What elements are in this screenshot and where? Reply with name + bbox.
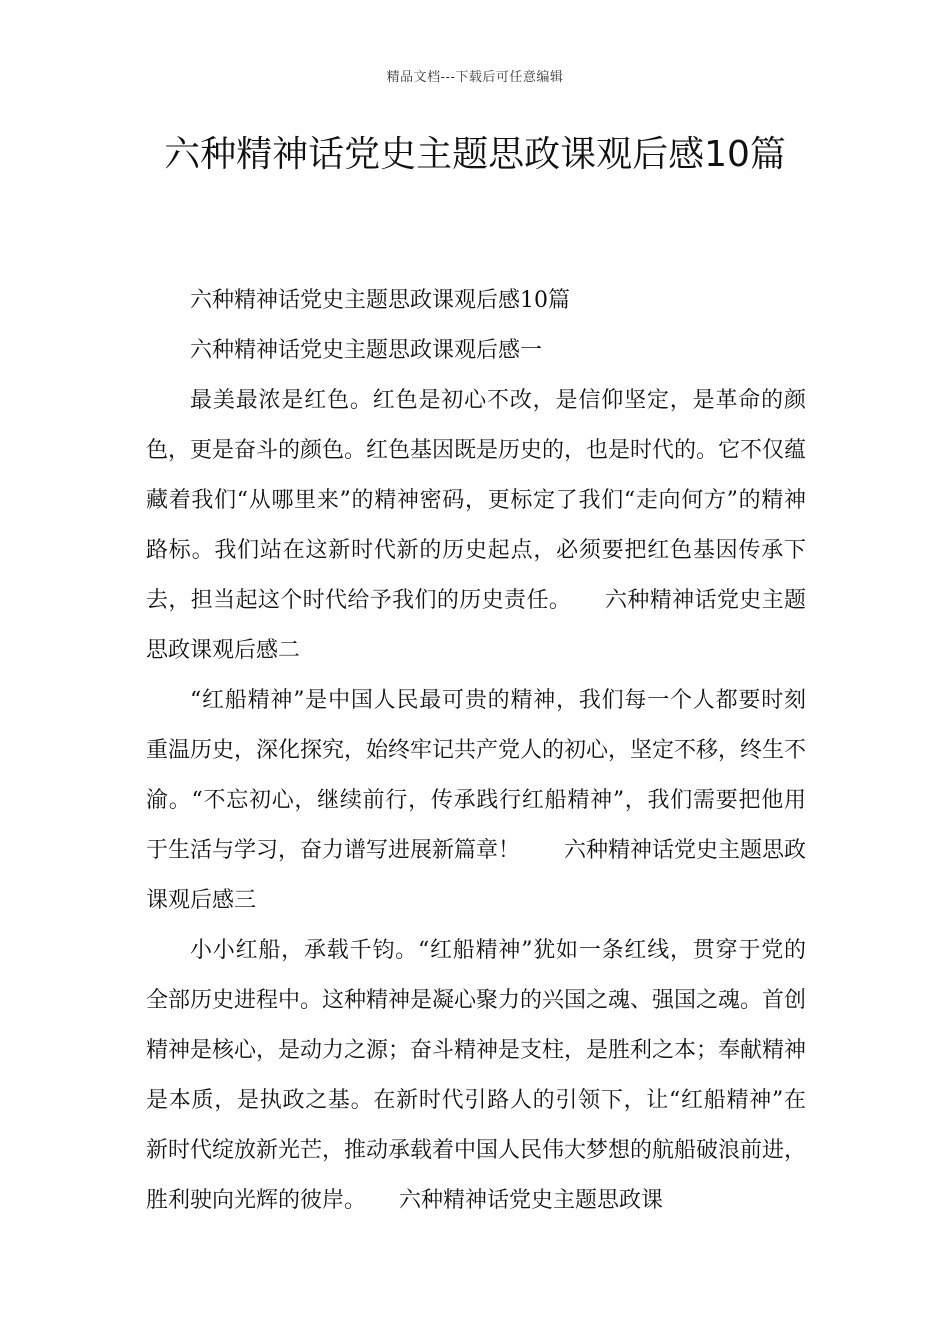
document-body: [146, 276, 806, 1226]
paragraph-section-heading: 六种精神话党史主题思政课观后感一: [190, 338, 543, 363]
paragraph-body: 最美最浓是红色。红色是初心不改，是信仰坚定，是革命的颜色，更是奋斗的颜色。红色基因既是历史的，也是时代的。它不仅蕴藏着我们“从哪里来”的精神密码，更标定了我们“走向何方”的精神路标。我们站在这新时代新的历史起点，必须要把红色基因传承下去，担当起这个时代给予我们的历史责任。 六种精神话党史主题思政课观后感二: [146, 388, 807, 663]
page-header-note: 精品文档---下载后可任意编辑: [386, 70, 564, 85]
paragraph-subtitle: 六种精神话党史主题思政课观后感10篇: [190, 288, 570, 313]
paragraph-body: 小小红船，承载千钧。“红船精神”犹如一条红线，贯穿于党的全部历史进程中。这种精神是凝心聚力的兴国之魂、强国之魂。首创精神是核心，是动力之源；奋斗精神是支柱，是胜利之本；奉献精神是本质，是执政之基。在新时代引路人的引领下，让“红船精神”在新时代绽放新光芒，推动承载着中国人民伟大梦想的航船破浪前进，胜利驶向光辉的彼岸。 六种精神话党史主题思政课: [146, 938, 807, 1213]
paragraph-body: “红船精神”是中国人民最可贵的精神，我们每一个人都要时刻重温历史，深化探究，始终牢记共产党人的初心，坚定不移，终生不渝。“不忘初心，继续前行，传承践行红船精神”，我们需要把他用于生活与学习，奋力谱写进展新篇章！ 六种精神话党史主题思政课观后感三: [146, 688, 807, 913]
document-title: 六种精神话党史主题思政课观后感10篇: [164, 134, 786, 175]
